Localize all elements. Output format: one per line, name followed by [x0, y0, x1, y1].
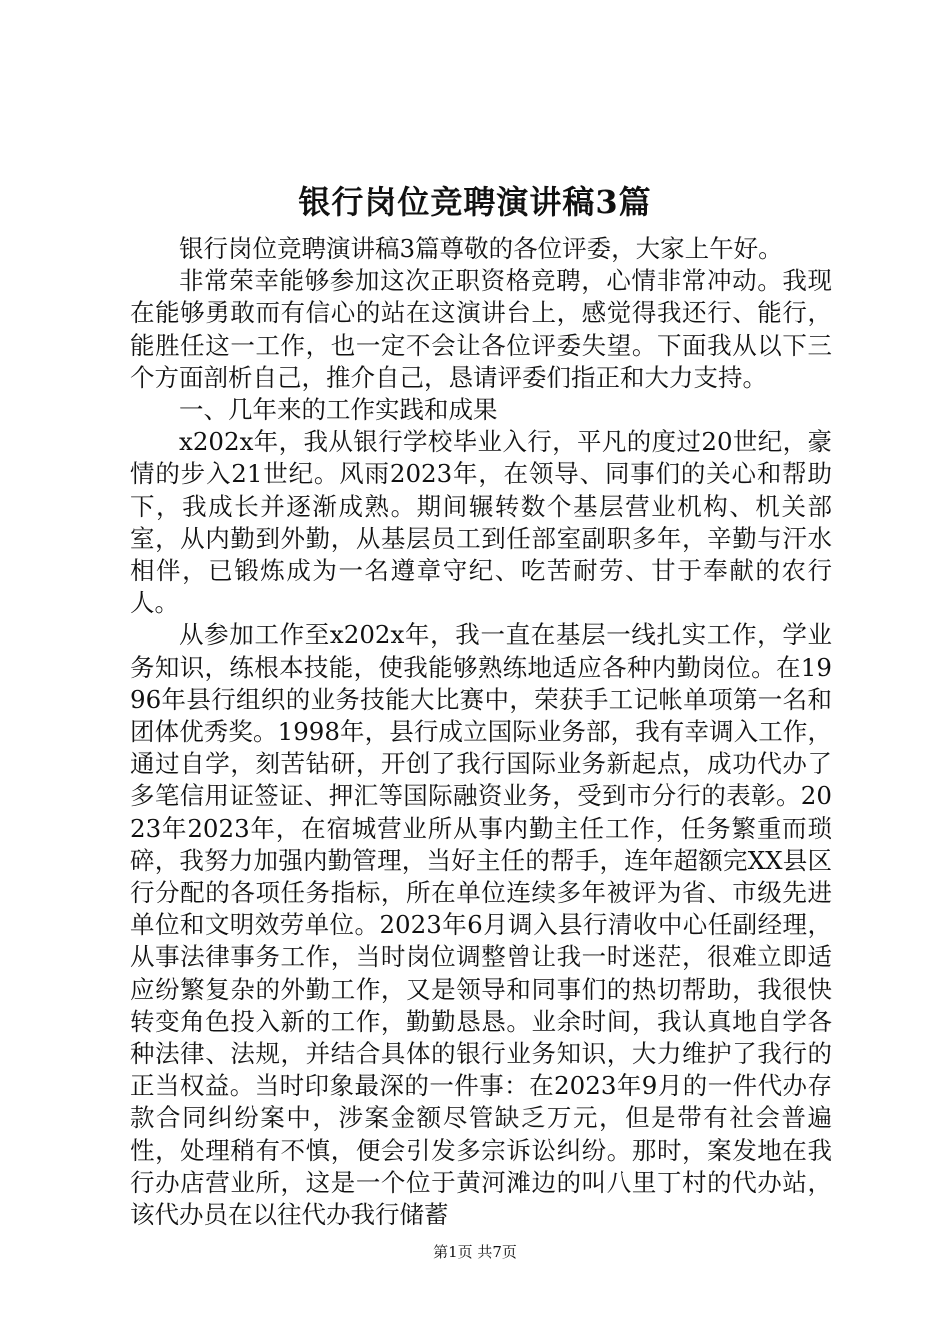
page-number-footer: 第1页 共7页	[433, 1243, 517, 1261]
paragraph-career-overview: x202x年，我从银行学校毕业入行，平凡的度过20世纪，豪情的步入21世纪。风雨2023年，在领导、同事们的关心和帮助下，我成长并逐渐成熟。期间辗转数个基层营业机构、机关部室，从内勤到外勤，从基层员工到任部室副职多年，辛勤与汗水相伴，已锻炼成为一名遵章守纪、吃苦耐劳、甘于奉献的农行人。	[130, 427, 832, 618]
paragraph-work-details: 从参加工作至x202x年，我一直在基层一线扎实工作，学业务知识，练根本技能，使我能够熟练地适应各种内勤岗位。在1996年县行组织的业务技能大比赛中，荣获手工记帐单项第一名和团体优秀奖。1998年，县行成立国际业务部，我有幸调入工作，通过自学，刻苦钻研，开创了我行国际业务新起点，成功代办了多笔信用证签证、押汇等国际融资业务，受到市分行的表彰。2023年2023年，在宿城营业所从事内勤主任工作，任务繁重而琐碎，我努力加强内勤管理，当好主任的帮手，连年超额完XX县区行分配的各项任务指标，所在单位连续多年被评为省、市级先进单位和文明效劳单位。2023年6月调入县行清收中心任副经理，从事法律事务工作，当时岗位调整曾让我一时迷茫，很难立即适应纷繁复杂的外勤工作，又是领导和同事们的热切帮助，我很快转变角色投入新的工作，勤勤恳恳。业余时间，我认真地自学各种法律、法规，并结合具体的银行业务知识，大力维护了我行的正当权益。当时印象最深的一件事：在2023年9月的一件代办存款合同纠纷案中，涉案金额尽管缺乏万元，但是带有社会普遍性，处理稍有不慎，便会引发多宗诉讼纠纷。那时，案发地在我行办店营业所，这是一个位于黄河滩边的叫八里丁村的代办站，该代办员在以往代办我行储蓄	[130, 620, 832, 1230]
document-title: 银行岗位竞聘演讲稿3篇	[298, 183, 652, 221]
section-heading: 一、几年来的工作实践和成果	[179, 395, 498, 425]
paragraph-intro: 非常荣幸能够参加这次正职资格竞聘，心情非常冲动。我现在能够勇敢而有信心的站在这演讲台上，感觉得我还行、能行，能胜任这一工作，也一定不会让各位评委失望。下面我从以下三个方面剖析自己，推介自己，恳请评委们指正和大力支持。	[130, 266, 832, 392]
paragraph-greeting: 银行岗位竞聘演讲稿3篇尊敬的各位评委，大家上午好。	[179, 234, 783, 263]
document-body	[130, 233, 832, 1231]
